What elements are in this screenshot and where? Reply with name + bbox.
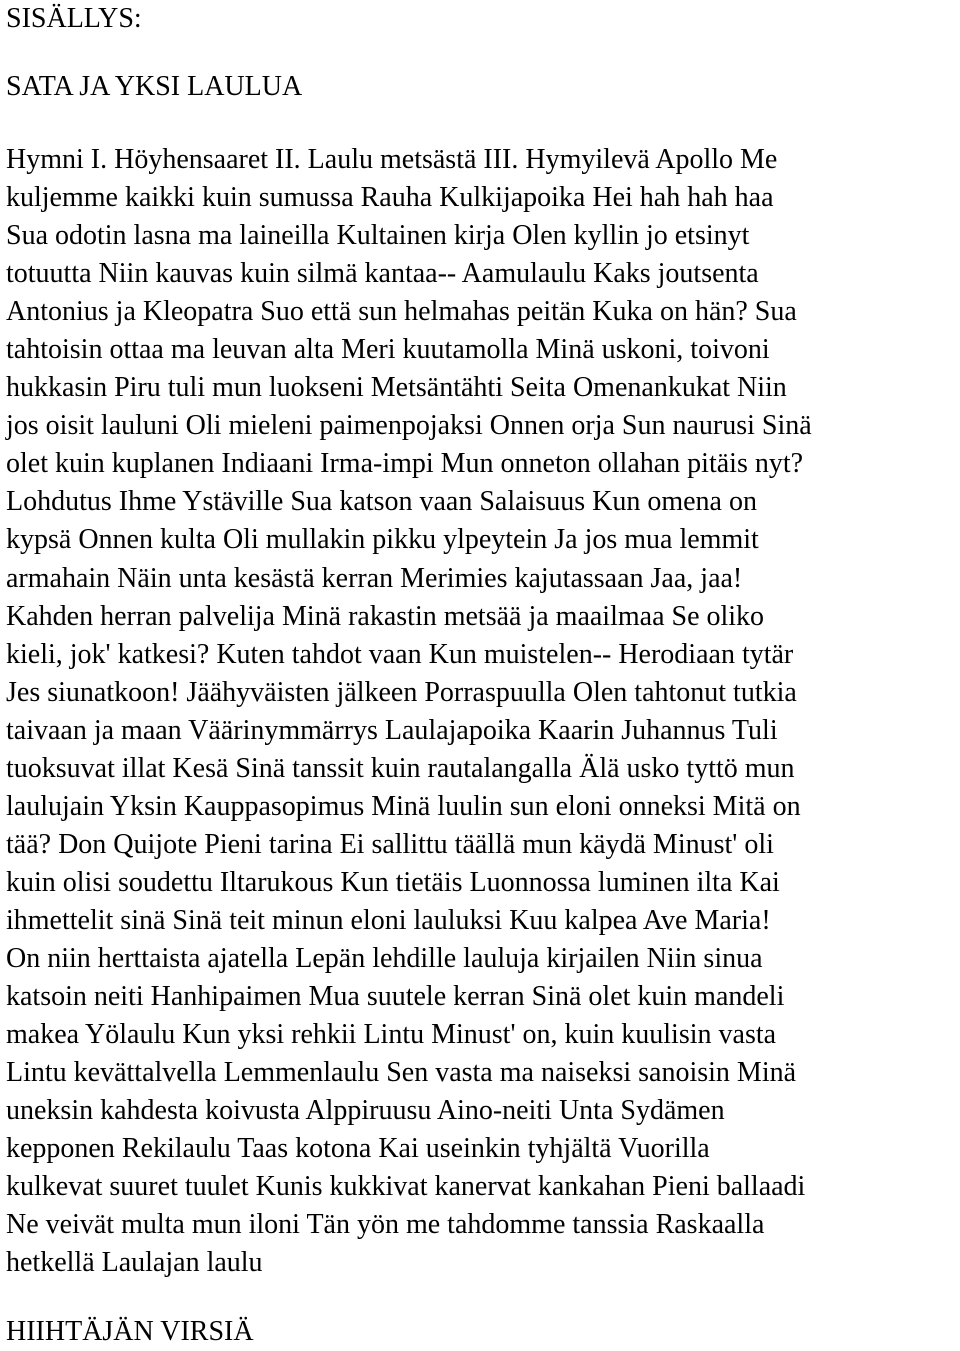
- contents-line: tää? Don Quijote Pieni tarina Ei sallittu täällä mun käydä Minust' oli: [6, 828, 774, 860]
- contents-line: totuutta Niin kauvas kuin silmä kantaa-- Aamulaulu Kaks joutsenta: [6, 258, 759, 290]
- contents-line: tahtoisin ottaa ma leuvan alta Meri kuutamolla Minä uskoni, toivoni: [6, 334, 770, 366]
- contents-line: uneksin kahdesta koivusta Alppiruusu Aino-neiti Unta Sydämen: [6, 1095, 725, 1127]
- contents-line: Jes siunatkoon! Jäähyväisten jälkeen Porraspuulla Olen tahtonut tutkia: [6, 676, 797, 708]
- contents-list-paragraph: [6, 141, 958, 1282]
- contents-line: jos oisit lauluni Oli mieleni paimenpojaksi Onnen orja Sun naurusi Sinä: [6, 410, 812, 442]
- contents-line: Lohdutus Ihme Ystäville Sua katson vaan Salaisuus Kun omena on: [6, 486, 757, 518]
- next-section-title: HIIHTÄJÄN VIRSIÄ: [6, 1316, 254, 1347]
- contents-line: kuljemme kaikki kuin sumussa Rauha Kulkijapoika Hei hah hah haa: [6, 182, 774, 214]
- contents-line: Lintu kevättalvella Lemmenlaulu Sen vasta ma naiseksi sanoisin Minä: [6, 1057, 797, 1089]
- contents-line: tuoksuvat illat Kesä Sinä tanssit kuin rautalangalla Älä usko tyttö mun: [6, 752, 795, 784]
- contents-line: ihmettelit sinä Sinä teit minun eloni lauluksi Kuu kalpea Ave Maria!: [6, 904, 771, 936]
- contents-line: taivaan ja maan Väärinymmärrys Laulajapoika Kaarin Juhannus Tuli: [6, 714, 778, 746]
- contents-line: makea Yölaulu Kun yksi rehkii Lintu Minust' on, kuin kuulisin vasta: [6, 1019, 777, 1051]
- contents-line: Sua odotin lasna ma laineilla Kultainen kirja Olen kyllin jo etsinyt: [6, 220, 750, 252]
- contents-line: Kahden herran palvelija Minä rakastin metsää ja maailmaa Se oliko: [6, 600, 765, 632]
- contents-line: kypsä Onnen kulta Oli mullakin pikku ylpeytein Ja jos mua lemmit: [6, 524, 759, 556]
- contents-line: On niin herttaista ajatella Lepän lehdille lauluja kirjailen Niin sinua: [6, 942, 763, 974]
- contents-line: Hymni I. Höyhensaaret II. Laulu metsästä III. Hymyilevä Apollo Me: [6, 144, 778, 175]
- contents-line: armahain Näin unta kesästä kerran Merimies kajutassaan Jaa, jaa!: [6, 562, 743, 594]
- contents-line: hukkasin Piru tuli mun luokseni Metsäntähti Seita Omenankukat Niin: [6, 372, 787, 404]
- contents-line: laulujain Yksin Kauppasopimus Minä luulin sun eloni onneksi Mitä on: [6, 790, 801, 822]
- contents-line: Ne veivät multa mun iloni Tän yön me tahdomme tanssia Raskaalla: [6, 1209, 765, 1241]
- contents-line: hetkellä Laulajan laulu: [6, 1247, 263, 1279]
- contents-line: katsoin neiti Hanhipaimen Mua suutele kerran Sinä olet kuin mandeli: [6, 981, 785, 1013]
- contents-line: Antonius ja Kleopatra Suo että sun helmahas peitän Kuka on hän? Sua: [6, 296, 797, 328]
- contents-line: olet kuin kuplanen Indiaani Irma-impi Mun onneton ollahan pitäis nyt?: [6, 448, 804, 480]
- contents-line: kulkevat suuret tuulet Kunis kukkivat kanervat kankahan Pieni ballaadi: [6, 1171, 806, 1203]
- table-of-contents-heading: SISÄLLYS:: [6, 3, 142, 34]
- contents-line: kepponen Rekilaulu Taas kotona Kai useinkin tyhjältä Vuorilla: [6, 1133, 710, 1165]
- contents-line: kieli, jok' katkesi? Kuten tahdot vaan Kun muistelen-- Herodiaan tytär: [6, 638, 794, 670]
- contents-line: kuin olisi soudettu Iltarukous Kun tietäis Luonnossa luminen ilta Kai: [6, 866, 780, 898]
- collection-title: SATA JA YKSI LAULUA: [6, 71, 303, 102]
